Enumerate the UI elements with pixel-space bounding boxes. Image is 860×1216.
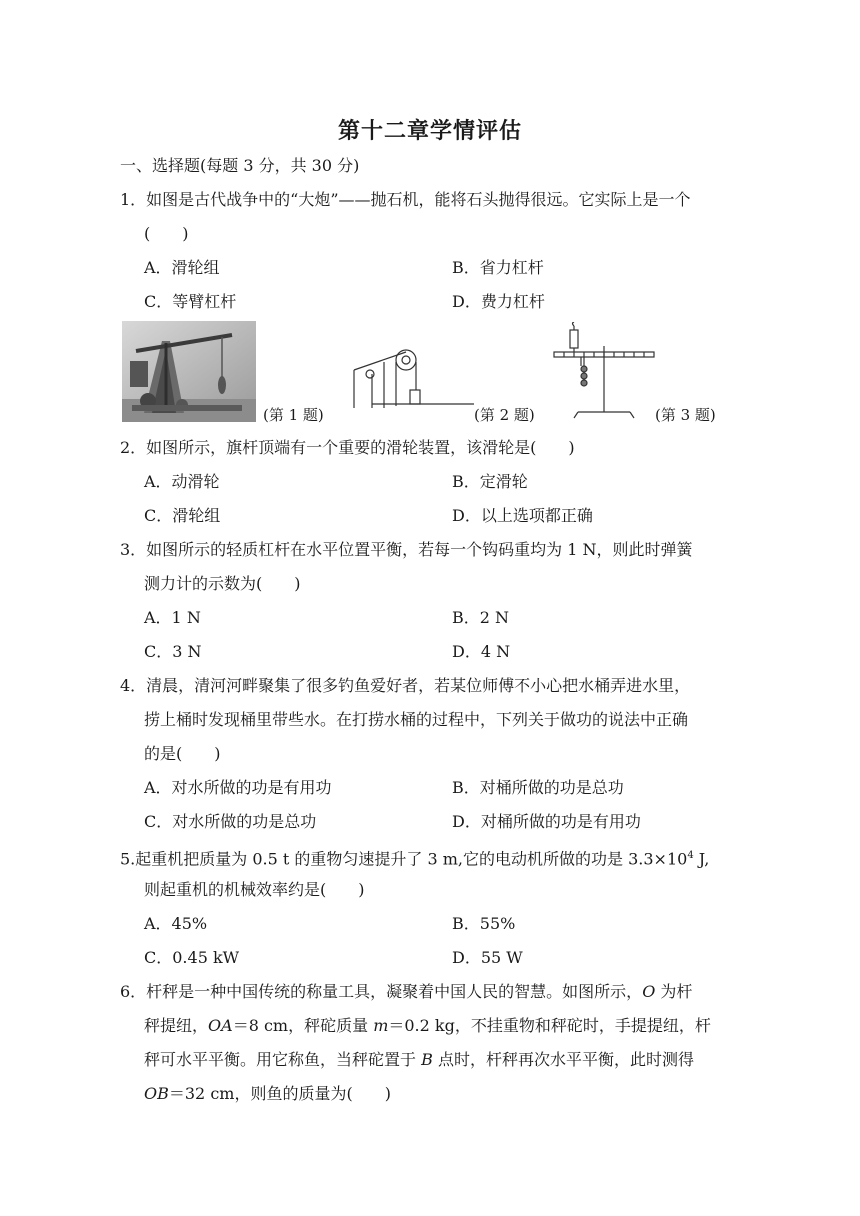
q6-stem-cont-1 xyxy=(144,1016,711,1036)
q5-option-b: B．55% xyxy=(452,914,516,933)
q6-stem xyxy=(120,982,692,1002)
figure-1-caption: (第 1 题) xyxy=(263,406,324,424)
section-heading: 一、选择题(每题 3 分，共 30 分) xyxy=(120,156,360,175)
q2-option-a: A．动滑轮 xyxy=(144,472,220,491)
lever-diagram xyxy=(552,322,656,426)
q6-text-4a: ＝32 cm，则鱼的质量为( ) xyxy=(168,1084,391,1103)
q3-option-b: B．2 N xyxy=(452,608,510,627)
q3-option-c: C．3 N xyxy=(144,642,202,661)
q6-text-2b: ＝8 cm，秤砣质量 xyxy=(232,1016,374,1035)
q2-option-d: D．以上选项都正确 xyxy=(452,506,593,525)
q5-stem xyxy=(120,846,709,869)
q6-text-2c: ＝0.2 kg，不挂重物和秤砣时，手提提纽，杆 xyxy=(388,1016,711,1035)
q5-stem-unit: J, xyxy=(693,849,710,869)
trebuchet-photo xyxy=(122,321,256,422)
q4-stem-cont-2: 的是( ) xyxy=(144,744,221,763)
q6-var-o: O xyxy=(642,982,656,1001)
q5-option-c: C．0.45 kW xyxy=(144,948,240,967)
q6-stem-cont-3 xyxy=(144,1084,391,1104)
q3-option-a: A．1 N xyxy=(144,608,201,627)
page-title: 第十二章学情评估 xyxy=(337,119,522,144)
figure-2-caption: (第 2 题) xyxy=(474,406,535,424)
q1-option-b: B．省力杠杆 xyxy=(452,258,544,277)
q3-stem: 3．如图所示的轻质杠杆在水平位置平衡，若每一个钩码重均为 1 N，则此时弹簧 xyxy=(120,540,693,559)
q3-option-d: D．4 N xyxy=(452,642,511,661)
q6-stem-cont-2 xyxy=(144,1050,694,1070)
q5-option-a: A．45% xyxy=(144,914,208,933)
q1-stem-cont: ( ) xyxy=(144,224,189,243)
q4-stem: 4．清晨，清河河畔聚集了很多钓鱼爱好者，若某位师傅不小心把水桶弄进水里， xyxy=(120,676,691,695)
q4-option-d: D．对桶所做的功是有用功 xyxy=(452,812,641,831)
q4-option-b: B．对桶所做的功是总功 xyxy=(452,778,624,797)
q1-option-d: D．费力杠杆 xyxy=(452,292,545,311)
q4-option-a: A．对水所做的功是有用功 xyxy=(144,778,332,797)
q2-option-c: C．滑轮组 xyxy=(144,506,221,525)
q6-var-ob: OB xyxy=(144,1084,169,1103)
q5-option-d: D．55 W xyxy=(452,948,523,967)
q1-option-a: A．滑轮组 xyxy=(144,258,220,277)
q1-option-c: C．等臂杠杆 xyxy=(144,292,237,311)
q2-stem: 2．如图所示，旗杆顶端有一个重要的滑轮装置，该滑轮是( ) xyxy=(120,438,575,457)
q1-stem: 1．如图是古代战争中的“大炮”——抛石机，能将石头抛得很远。它实际上是一个 xyxy=(120,190,691,209)
q5-stem-text: 5.起重机把质量为 0.5 t 的重物匀速提升了 3 m,它的电动机所做的功是 3.3×10 xyxy=(120,849,688,869)
q6-text-1b: 为杆 xyxy=(655,982,693,1001)
q5-exponent: 4 xyxy=(687,850,694,861)
figure-3-caption: (第 3 题) xyxy=(655,406,716,424)
pulley-diagram xyxy=(346,340,476,408)
q6-text-1a: 6．杆秤是一种中国传统的称量工具，凝聚着中国人民的智慧。如图所示， xyxy=(120,982,643,1001)
q2-option-b: B．定滑轮 xyxy=(452,472,528,491)
q6-var-oa: OA xyxy=(208,1016,233,1035)
q3-stem-cont: 测力计的示数为( ) xyxy=(144,574,301,593)
q6-text-3b: 点时，杆秤再次水平平衡，此时测得 xyxy=(432,1050,694,1069)
q4-stem-cont-1: 捞上桶时发现桶里带些水。在打捞水桶的过程中，下列关于做功的说法中正确 xyxy=(144,710,689,729)
q6-var-b: B xyxy=(421,1050,433,1069)
q6-var-m: m xyxy=(373,1016,389,1035)
q4-option-c: C．对水所做的功是总功 xyxy=(144,812,317,831)
q6-text-2a: 秤提纽， xyxy=(144,1016,209,1035)
q5-stem-cont: 则起重机的机械效率约是( ) xyxy=(144,880,365,899)
q6-text-3a: 秤可水平平衡。用它称鱼，当秤砣置于 xyxy=(144,1050,422,1069)
